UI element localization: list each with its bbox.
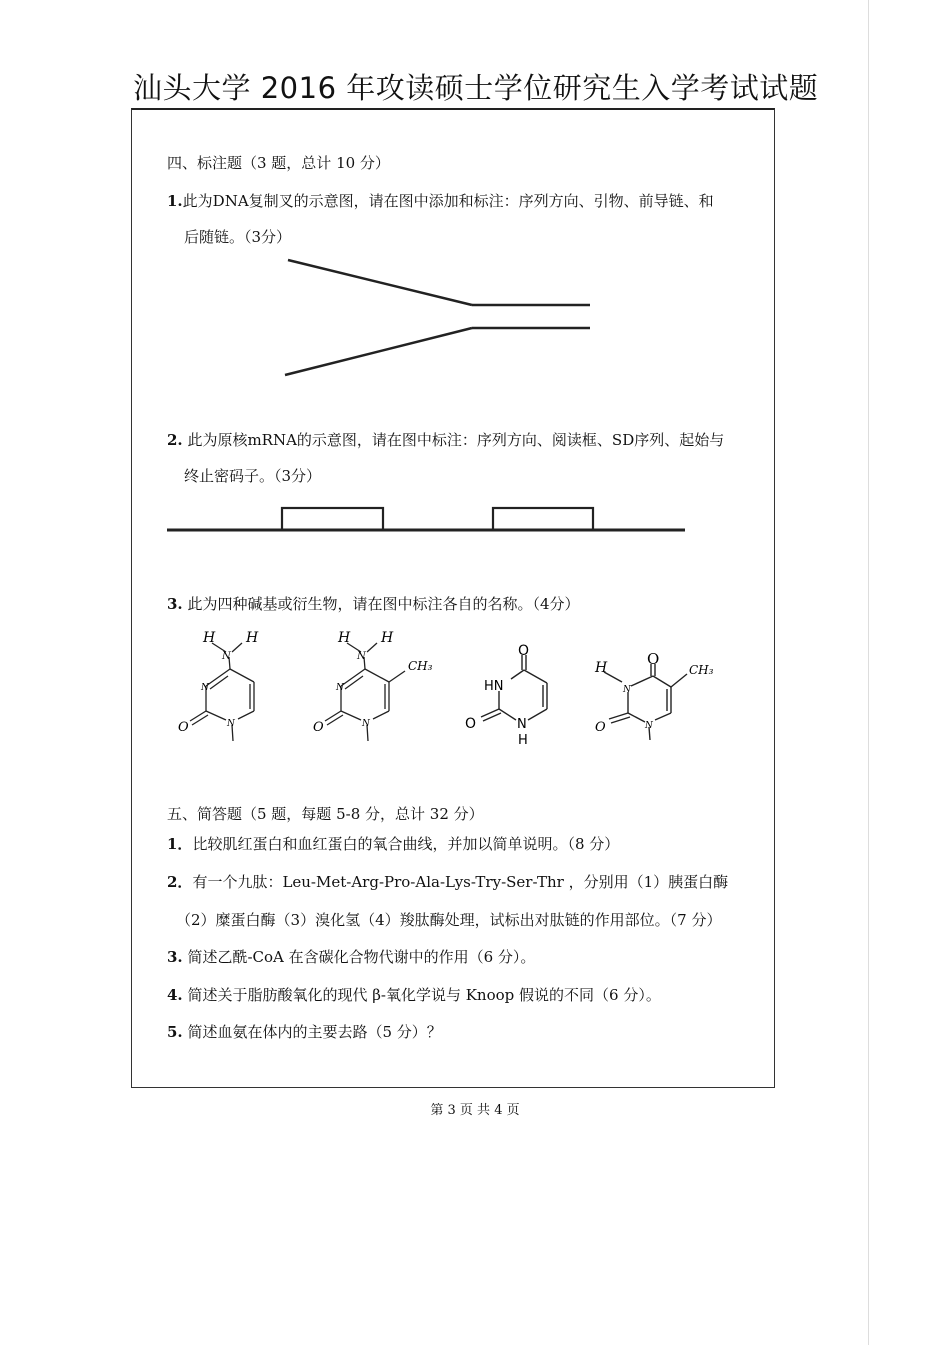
question-text: 简述乙酰-CoA 在含碳化合物代谢中的作用（6 分）。 — [182, 948, 536, 966]
atom-n: N — [222, 651, 231, 662]
atom-h: H — [203, 630, 216, 646]
question-number: 3. — [167, 595, 183, 613]
page-title: 汕头大学 2016 年攻读硕士学位研究生入学考试试题 — [133, 71, 819, 105]
question-5-5 — [167, 1022, 442, 1042]
atom-n: N — [362, 719, 370, 729]
atom-o: O — [178, 720, 189, 735]
atom-n: N — [517, 717, 527, 732]
mrna-box-2 — [493, 508, 593, 530]
question-number: 2. — [167, 431, 183, 449]
atom-o: O — [518, 643, 530, 659]
question-5-2-line2: （2）糜蛋白酶（3）溴化氢（4）羧肽酶处理，试标出对肽链的作用部位。（7 分） — [176, 911, 722, 929]
atom-n: N — [227, 719, 235, 729]
question-4-1 — [167, 191, 714, 211]
atom-n: N — [623, 685, 631, 695]
mrna-box-1 — [282, 508, 383, 530]
question-text: 此为DNA复制叉的示意图，请在图中添加和标注：序列方向、引物、前导链、和 — [182, 192, 714, 210]
atom-n: N — [336, 683, 344, 693]
section5-heading: 五、简答题（5 题，每题 5-8 分，总计 32 分） — [167, 805, 484, 823]
question-text: 简述血氨在体内的主要去路（5 分）？ — [182, 1023, 442, 1041]
question-4-2-line2: 终止密码子。（3分） — [184, 467, 322, 485]
question-number: 1. — [167, 192, 183, 210]
question-5-3 — [167, 947, 535, 967]
question-number: 5. — [167, 1023, 183, 1041]
question-text: 有一个九肽：Leu-Met-Arg-Pro-Ala-Lys-Try-Ser-Thr ，分别用（1）胰蛋白酶 — [192, 873, 729, 891]
question-5-4 — [167, 985, 661, 1005]
atom-o: O — [465, 716, 477, 732]
atom-h: H — [595, 660, 608, 676]
atom-n: N — [357, 651, 366, 662]
atom-o: O — [313, 720, 324, 735]
question-4-3 — [167, 594, 580, 614]
question-text: 此为原核mRNA的示意图，请在图中标注：序列方向、阅读框、SD序列、起始与 — [182, 431, 725, 449]
methyl-group: CH₃ — [689, 663, 714, 677]
molecule-uracil — [455, 635, 565, 750]
atom-o: O — [595, 720, 606, 735]
molecule-cytosine — [170, 625, 290, 750]
molecule-5-methylcytosine — [305, 625, 450, 750]
methyl-group: CH₃ — [408, 659, 433, 673]
question-number: 2． — [167, 873, 193, 891]
question-text: 此为四种碱基或衍生物，请在图中标注各自的名称。（4分） — [182, 595, 580, 613]
question-4-1-line2: 后随链。（3分） — [184, 228, 292, 246]
section4-heading: 四、标注题（3 题，总计 10 分） — [167, 154, 390, 172]
fork-lower-arm — [285, 328, 472, 375]
question-text: 简述关于脂肪酸氧化的现代 β-氧化学说与 Knoop 假说的不同（6 分）。 — [182, 986, 661, 1004]
atom-h: H — [246, 630, 259, 646]
question-number: 1． — [167, 835, 193, 853]
atom-o: O — [647, 650, 660, 668]
question-text: 比较肌红蛋白和血红蛋白的氧合曲线，并加以简单说明。（8 分） — [192, 835, 620, 853]
atom-h: H — [338, 630, 351, 646]
question-5-1 — [167, 834, 619, 854]
atom-h: H — [381, 630, 394, 646]
question-5-2 — [167, 872, 728, 892]
question-number: 3. — [167, 948, 183, 966]
dna-fork-diagram — [280, 255, 600, 380]
atom-n: N — [201, 683, 209, 693]
page-footer: 第 3 页 共 4 页 — [430, 1103, 520, 1118]
question-4-2 — [167, 430, 724, 450]
fork-upper-arm — [288, 260, 472, 305]
question-number: 4. — [167, 986, 183, 1004]
atom-n: N — [645, 721, 653, 731]
mrna-diagram — [165, 505, 690, 540]
molecule-thymine — [585, 640, 735, 750]
atom-hn: HN — [484, 679, 504, 694]
atom-h: H — [518, 733, 528, 748]
scan-edge-line — [868, 0, 869, 1345]
